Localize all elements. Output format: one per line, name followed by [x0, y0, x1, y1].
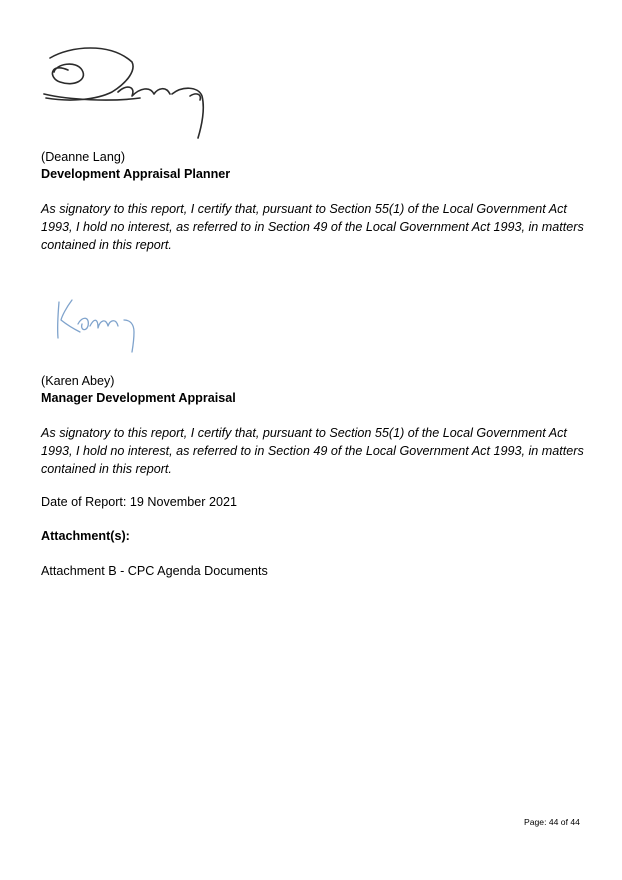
certification-line: contained in this report. — [41, 462, 172, 476]
certification-line: As signatory to this report, I certify that, pursuant to Section 55(1) of the Local Government Act — [41, 426, 567, 440]
report-date: Date of Report: 19 November 2021 — [41, 495, 238, 509]
certification-line: 1993, I hold no interest, as referred to in Section 49 of the Local Government Act 1993, in matters — [41, 220, 584, 234]
page-number: Page: 44 of 44 — [524, 817, 580, 827]
certification-line: 1993, I hold no interest, as referred to in Section 49 of the Local Government Act 1993, in matters — [41, 444, 584, 458]
signatory-1-title: Development Appraisal Planner — [41, 167, 231, 181]
signatory-2-certification — [41, 424, 584, 478]
signature-deanne-lang — [40, 42, 215, 142]
certification-line: As signatory to this report, I certify that, pursuant to Section 55(1) of the Local Government Act — [41, 202, 567, 216]
attachment-item: Attachment B - CPC Agenda Documents — [41, 564, 268, 578]
signatory-1-name: (Deanne Lang) — [41, 150, 126, 164]
signatory-2-name: (Karen Abey) — [41, 374, 115, 388]
signatory-2-title: Manager Development Appraisal — [41, 391, 236, 405]
certification-line: contained in this report. — [41, 238, 172, 252]
signatory-1-certification — [41, 200, 584, 254]
handwritten-signature-icon — [52, 296, 142, 354]
handwritten-signature-icon — [40, 42, 215, 142]
attachments-heading: Attachment(s): — [41, 529, 130, 543]
signature-karen-abey — [52, 296, 142, 354]
